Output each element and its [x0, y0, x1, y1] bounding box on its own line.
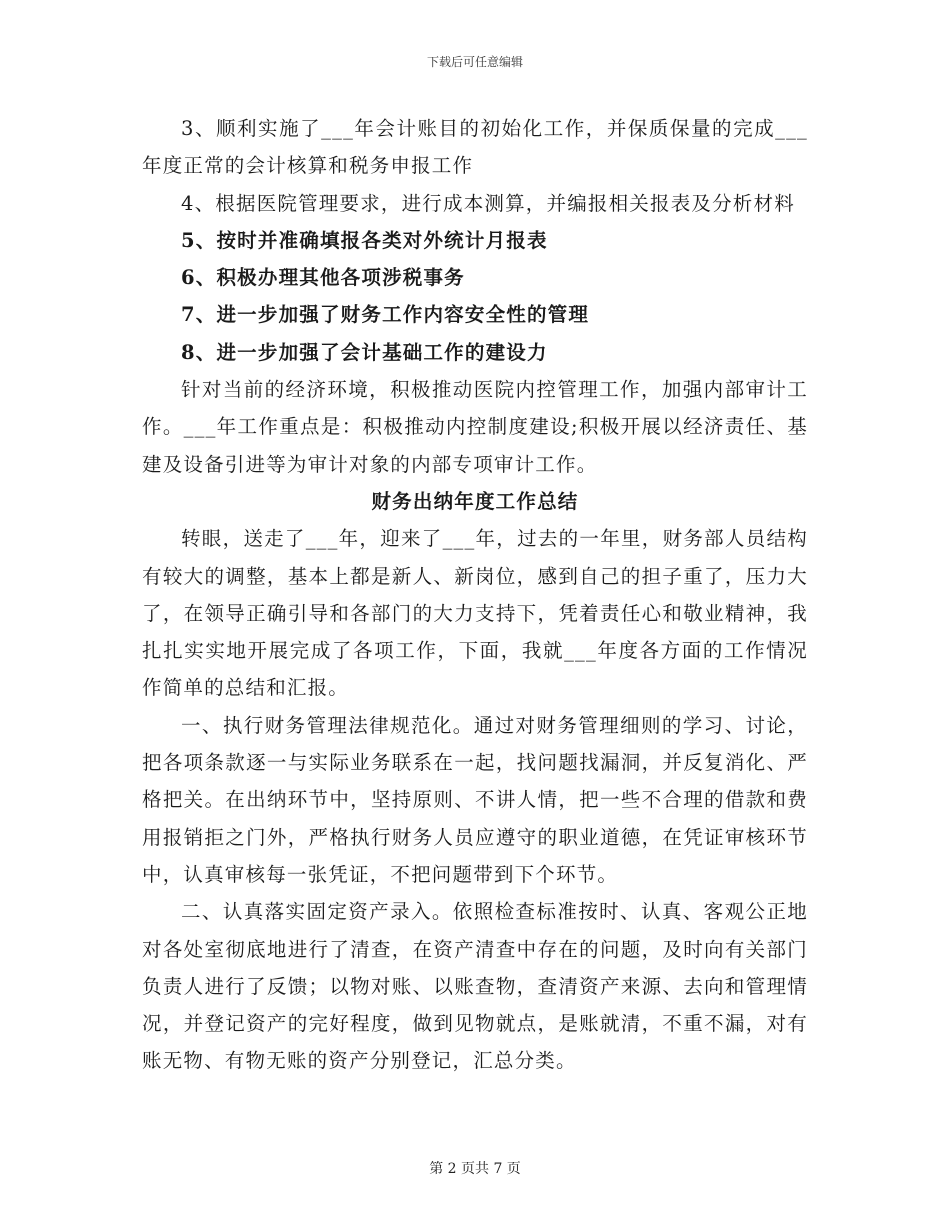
- page-header: 下载后可任意编辑: [426, 55, 523, 69]
- list-item: 8、进一步加强了会计基础工作的建设力: [181, 340, 548, 364]
- list-item: 6、积极办理其他各项涉税事务: [181, 266, 465, 290]
- list-item: 4、根据医院管理要求，进行成本测算，并编报相关报表及分析材料: [181, 191, 795, 215]
- paragraph: 二、认真落实固定资产录入。依照检查标准按时、认真、客观公正地对各处室彻底地进行了清查，在资产清查中存在的问题，及时向有关部门负责人进行了反馈；以物对账、以账查物，查清资产来源、去向和管理情况，并登记资产的完好程度，做到见物就点，是账就清，不重不漏，对有账无物、有物无账的资产分别登记，汇总分类。: [142, 900, 808, 1073]
- section-title: 财务出纳年度工作总结: [371, 489, 579, 513]
- document-body: [142, 110, 808, 1080]
- list-item: 7、进一步加强了财务工作内容安全性的管理: [181, 303, 590, 327]
- paragraph: 转眼，送走了___年，迎来了___年，过去的一年里，财务部人员结构有较大的调整，基本上都是新人、新岗位，感到自己的担子重了，压力大了，在领导正确引导和各部门的大力支持下，凭着责任心和敬业精神，我扎扎实实地开展完成了各项工作，下面，我就___年度各方面的工作情况作简单的总结和汇报。: [142, 527, 808, 700]
- list-item: 5、按时并准确填报各类对外统计月报表: [181, 228, 548, 252]
- paragraph: 针对当前的经济环境，积极推动医院内控管理工作，加强内部审计工作。___年工作重点是：积极推动内控制度建设;积极开展以经济责任、基建及设备引进等为审计对象的内部专项审计工作。: [142, 378, 808, 476]
- page-footer: 第 2 页共 7 页: [429, 1161, 521, 1177]
- paragraph: 一、执行财务管理法律规范化。通过对财务管理细则的学习、讨论，把各项条款逐一与实际业务联系在一起，找问题找漏洞，并反复消化、严格把关。在出纳环节中，坚持原则、不讲人情，把一些不合理的借款和费用报销拒之门外，严格执行财务人员应遵守的职业道德，在凭证审核环节中，认真审核每一张凭证，不把问题带到下个环节。: [142, 713, 808, 886]
- list-item: 3、顺利实施了___年会计账目的初始化工作，并保质保量的完成___年度正常的会计核算和税务申报工作: [142, 117, 808, 178]
